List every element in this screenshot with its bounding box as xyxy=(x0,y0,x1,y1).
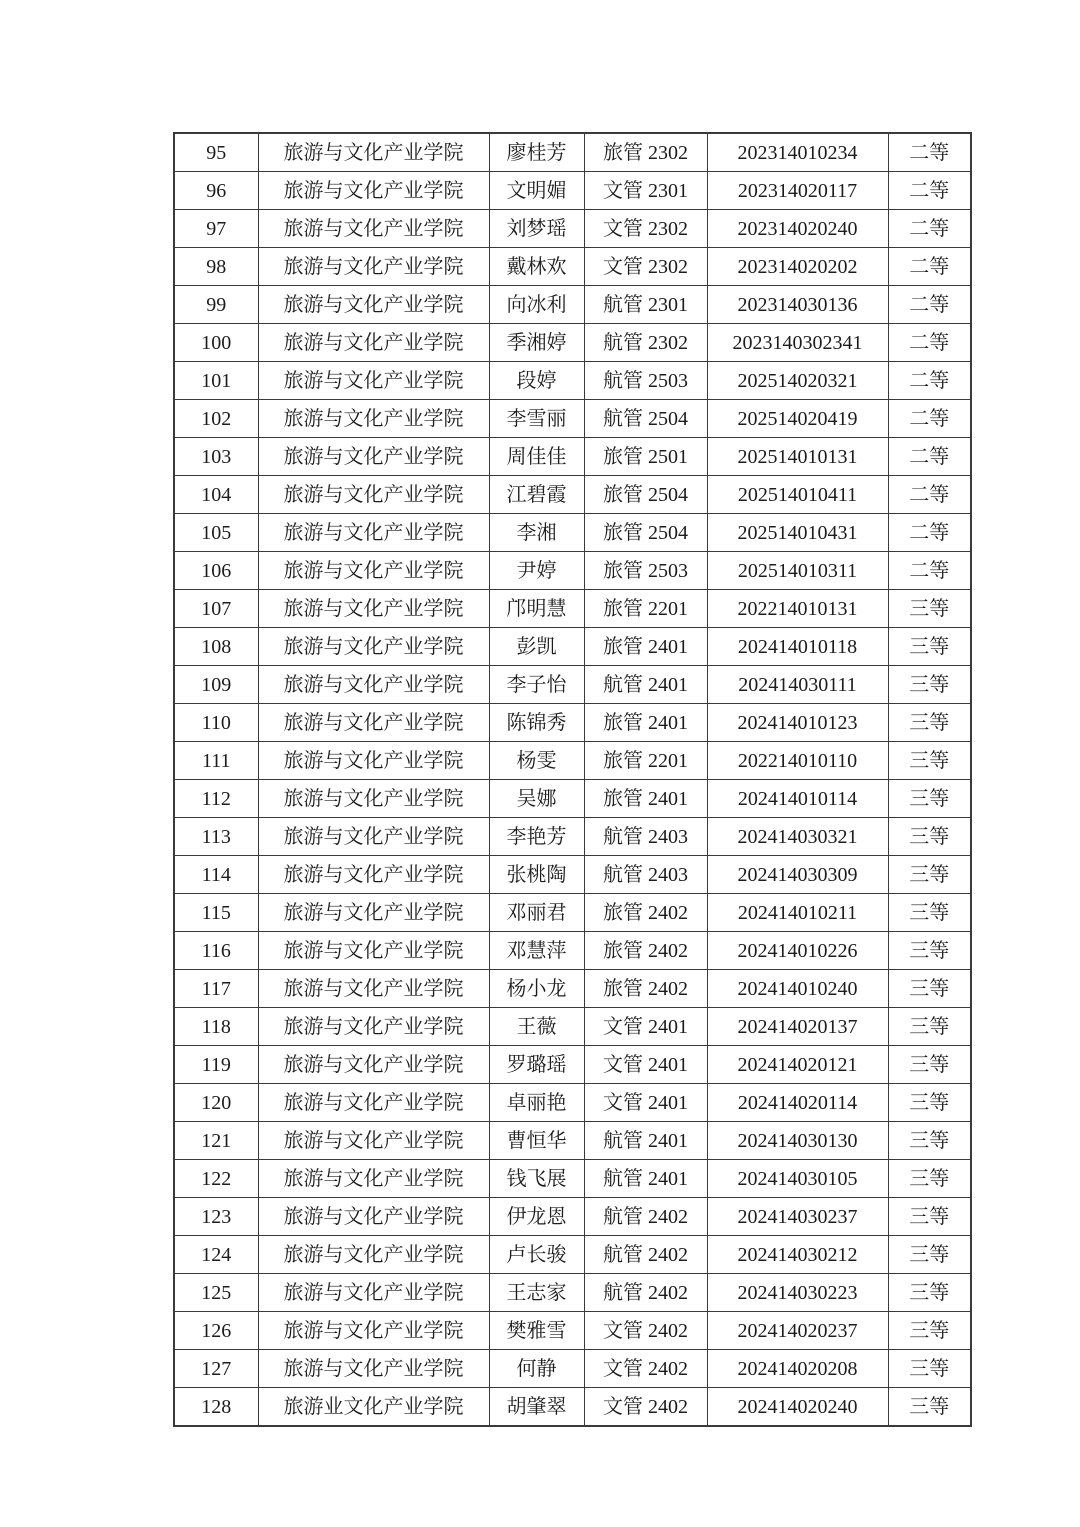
cell-name: 樊雅雪 xyxy=(489,1312,584,1350)
cell-class: 文管 2402 xyxy=(584,1388,707,1427)
table-row xyxy=(174,1350,971,1388)
cell-name: 邓慧萍 xyxy=(489,932,584,970)
cell-class: 旅管 2504 xyxy=(584,514,707,552)
cell-student-id: 202414010211 xyxy=(707,894,888,932)
cell-award: 二等 xyxy=(888,552,971,590)
cell-student-id: 202514020321 xyxy=(707,362,888,400)
cell-award: 二等 xyxy=(888,210,971,248)
cell-name: 周佳佳 xyxy=(489,438,584,476)
table-row xyxy=(174,970,971,1008)
cell-class: 航管 2301 xyxy=(584,286,707,324)
cell-index: 124 xyxy=(174,1236,258,1274)
cell-class: 旅管 2201 xyxy=(584,742,707,780)
table-row xyxy=(174,1236,971,1274)
cell-college: 旅游与文化产业学院 xyxy=(258,324,489,362)
cell-college: 旅游与文化产业学院 xyxy=(258,894,489,932)
cell-college: 旅游与文化产业学院 xyxy=(258,514,489,552)
cell-award: 三等 xyxy=(888,704,971,742)
cell-class: 文管 2402 xyxy=(584,1312,707,1350)
cell-class: 航管 2302 xyxy=(584,324,707,362)
cell-index: 106 xyxy=(174,552,258,590)
table-row xyxy=(174,324,971,362)
cell-college: 旅游与文化产业学院 xyxy=(258,1008,489,1046)
table-row xyxy=(174,856,971,894)
cell-award: 二等 xyxy=(888,400,971,438)
cell-index: 96 xyxy=(174,172,258,210)
cell-name: 廖桂芳 xyxy=(489,133,584,172)
cell-student-id: 202414030212 xyxy=(707,1236,888,1274)
cell-student-id: 202514010431 xyxy=(707,514,888,552)
cell-award: 二等 xyxy=(888,514,971,552)
cell-name: 伊龙恩 xyxy=(489,1198,584,1236)
table-row xyxy=(174,628,971,666)
cell-name: 邝明慧 xyxy=(489,590,584,628)
cell-class: 旅管 2402 xyxy=(584,970,707,1008)
cell-college: 旅游与文化产业学院 xyxy=(258,362,489,400)
cell-class: 文管 2401 xyxy=(584,1084,707,1122)
cell-index: 120 xyxy=(174,1084,258,1122)
cell-index: 118 xyxy=(174,1008,258,1046)
table-row xyxy=(174,210,971,248)
cell-student-id: 202414030223 xyxy=(707,1274,888,1312)
cell-student-id: 202514010411 xyxy=(707,476,888,514)
cell-class: 旅管 2402 xyxy=(584,932,707,970)
cell-student-id: 202414010114 xyxy=(707,780,888,818)
cell-index: 105 xyxy=(174,514,258,552)
cell-college: 旅游与文化产业学院 xyxy=(258,133,489,172)
cell-index: 108 xyxy=(174,628,258,666)
cell-name: 尹婷 xyxy=(489,552,584,590)
table-row xyxy=(174,1388,971,1427)
cell-index: 104 xyxy=(174,476,258,514)
cell-class: 旅管 2402 xyxy=(584,894,707,932)
cell-award: 二等 xyxy=(888,438,971,476)
cell-name: 李湘 xyxy=(489,514,584,552)
cell-student-id: 202414010118 xyxy=(707,628,888,666)
cell-index: 101 xyxy=(174,362,258,400)
cell-name: 吴娜 xyxy=(489,780,584,818)
cell-index: 110 xyxy=(174,704,258,742)
cell-student-id: 202214010131 xyxy=(707,590,888,628)
cell-index: 98 xyxy=(174,248,258,286)
table-row xyxy=(174,1046,971,1084)
cell-award: 三等 xyxy=(888,856,971,894)
cell-name: 戴林欢 xyxy=(489,248,584,286)
cell-index: 125 xyxy=(174,1274,258,1312)
cell-class: 航管 2401 xyxy=(584,1122,707,1160)
cell-college: 旅游与文化产业学院 xyxy=(258,590,489,628)
cell-award: 二等 xyxy=(888,172,971,210)
cell-college: 旅游与文化产业学院 xyxy=(258,970,489,1008)
cell-index: 97 xyxy=(174,210,258,248)
cell-college: 旅游与文化产业学院 xyxy=(258,1122,489,1160)
cell-name: 刘梦瑶 xyxy=(489,210,584,248)
cell-student-id: 202414020121 xyxy=(707,1046,888,1084)
cell-class: 旅管 2401 xyxy=(584,780,707,818)
table-row xyxy=(174,362,971,400)
cell-index: 117 xyxy=(174,970,258,1008)
cell-college: 旅游与文化产业学院 xyxy=(258,400,489,438)
table-row xyxy=(174,1312,971,1350)
cell-student-id: 202414030130 xyxy=(707,1122,888,1160)
cell-award: 三等 xyxy=(888,1274,971,1312)
cell-class: 航管 2401 xyxy=(584,1160,707,1198)
cell-award: 二等 xyxy=(888,286,971,324)
cell-student-id: 202414020114 xyxy=(707,1084,888,1122)
table-row xyxy=(174,552,971,590)
cell-index: 121 xyxy=(174,1122,258,1160)
cell-class: 文管 2301 xyxy=(584,172,707,210)
cell-student-id: 202314020202 xyxy=(707,248,888,286)
cell-college: 旅游与文化产业学院 xyxy=(258,286,489,324)
cell-name: 李子怡 xyxy=(489,666,584,704)
table-row xyxy=(174,1008,971,1046)
table-row xyxy=(174,1274,971,1312)
cell-award: 三等 xyxy=(888,780,971,818)
table-row xyxy=(174,1160,971,1198)
table-row xyxy=(174,438,971,476)
cell-award: 三等 xyxy=(888,1046,971,1084)
cell-index: 100 xyxy=(174,324,258,362)
cell-student-id: 202414030321 xyxy=(707,818,888,856)
cell-award: 三等 xyxy=(888,1388,971,1427)
cell-college: 旅游与文化产业学院 xyxy=(258,552,489,590)
cell-name: 杨雯 xyxy=(489,742,584,780)
cell-name: 季湘婷 xyxy=(489,324,584,362)
cell-student-id: 202514010131 xyxy=(707,438,888,476)
cell-name: 张桃陶 xyxy=(489,856,584,894)
table-row xyxy=(174,286,971,324)
cell-name: 李艳芳 xyxy=(489,818,584,856)
cell-college: 旅游与文化产业学院 xyxy=(258,780,489,818)
cell-class: 文管 2401 xyxy=(584,1008,707,1046)
cell-student-id: 202414010123 xyxy=(707,704,888,742)
cell-index: 111 xyxy=(174,742,258,780)
cell-student-id: 202414020240 xyxy=(707,1388,888,1427)
cell-class: 文管 2401 xyxy=(584,1046,707,1084)
cell-name: 邓丽君 xyxy=(489,894,584,932)
cell-award: 三等 xyxy=(888,1198,971,1236)
cell-name: 卓丽艳 xyxy=(489,1084,584,1122)
cell-college: 旅游与文化产业学院 xyxy=(258,1160,489,1198)
cell-award: 三等 xyxy=(888,1160,971,1198)
cell-class: 旅管 2201 xyxy=(584,590,707,628)
cell-name: 王志家 xyxy=(489,1274,584,1312)
cell-award: 三等 xyxy=(888,894,971,932)
cell-award: 二等 xyxy=(888,248,971,286)
cell-class: 航管 2402 xyxy=(584,1236,707,1274)
cell-award: 三等 xyxy=(888,1084,971,1122)
table-row xyxy=(174,818,971,856)
table-row xyxy=(174,780,971,818)
cell-student-id: 202514010311 xyxy=(707,552,888,590)
cell-award: 三等 xyxy=(888,1008,971,1046)
cell-student-id: 202314010234 xyxy=(707,133,888,172)
table-row xyxy=(174,476,971,514)
table-row xyxy=(174,932,971,970)
cell-index: 122 xyxy=(174,1160,258,1198)
cell-college: 旅游业文化产业学院 xyxy=(258,1388,489,1427)
cell-college: 旅游与文化产业学院 xyxy=(258,1236,489,1274)
table-row xyxy=(174,400,971,438)
cell-college: 旅游与文化产业学院 xyxy=(258,1274,489,1312)
cell-award: 三等 xyxy=(888,1122,971,1160)
cell-name: 胡肇翠 xyxy=(489,1388,584,1427)
cell-award: 二等 xyxy=(888,476,971,514)
cell-student-id: 202414030237 xyxy=(707,1198,888,1236)
cell-award: 三等 xyxy=(888,1350,971,1388)
cell-index: 99 xyxy=(174,286,258,324)
cell-student-id: 202314020117 xyxy=(707,172,888,210)
cell-award: 三等 xyxy=(888,590,971,628)
table-row xyxy=(174,514,971,552)
cell-index: 95 xyxy=(174,133,258,172)
cell-index: 103 xyxy=(174,438,258,476)
cell-class: 旅管 2501 xyxy=(584,438,707,476)
cell-class: 文管 2402 xyxy=(584,1350,707,1388)
cell-class: 航管 2503 xyxy=(584,362,707,400)
cell-student-id: 202414010226 xyxy=(707,932,888,970)
cell-college: 旅游与文化产业学院 xyxy=(258,628,489,666)
cell-student-id: 202414020137 xyxy=(707,1008,888,1046)
cell-index: 112 xyxy=(174,780,258,818)
cell-index: 115 xyxy=(174,894,258,932)
cell-college: 旅游与文化产业学院 xyxy=(258,1084,489,1122)
cell-college: 旅游与文化产业学院 xyxy=(258,666,489,704)
cell-name: 罗璐瑶 xyxy=(489,1046,584,1084)
table-row xyxy=(174,704,971,742)
cell-class: 旅管 2302 xyxy=(584,133,707,172)
cell-class: 旅管 2503 xyxy=(584,552,707,590)
cell-student-id: 202414030309 xyxy=(707,856,888,894)
cell-award: 三等 xyxy=(888,970,971,1008)
cell-index: 114 xyxy=(174,856,258,894)
table-row xyxy=(174,1122,971,1160)
cell-college: 旅游与文化产业学院 xyxy=(258,818,489,856)
cell-index: 102 xyxy=(174,400,258,438)
cell-class: 旅管 2401 xyxy=(584,628,707,666)
cell-name: 段婷 xyxy=(489,362,584,400)
table-row xyxy=(174,666,971,704)
cell-class: 航管 2403 xyxy=(584,856,707,894)
cell-college: 旅游与文化产业学院 xyxy=(258,476,489,514)
cell-name: 江碧霞 xyxy=(489,476,584,514)
cell-class: 文管 2302 xyxy=(584,210,707,248)
cell-award: 三等 xyxy=(888,1312,971,1350)
table-row xyxy=(174,172,971,210)
cell-student-id: 202314030136 xyxy=(707,286,888,324)
cell-name: 卢长骏 xyxy=(489,1236,584,1274)
cell-award: 三等 xyxy=(888,666,971,704)
cell-name: 何静 xyxy=(489,1350,584,1388)
cell-college: 旅游与文化产业学院 xyxy=(258,438,489,476)
cell-index: 107 xyxy=(174,590,258,628)
cell-index: 116 xyxy=(174,932,258,970)
cell-name: 文明媚 xyxy=(489,172,584,210)
cell-name: 杨小龙 xyxy=(489,970,584,1008)
cell-student-id: 202414010240 xyxy=(707,970,888,1008)
cell-index: 128 xyxy=(174,1388,258,1427)
table-row xyxy=(174,590,971,628)
cell-award: 三等 xyxy=(888,1236,971,1274)
cell-award: 三等 xyxy=(888,932,971,970)
cell-index: 123 xyxy=(174,1198,258,1236)
table-row xyxy=(174,248,971,286)
cell-index: 126 xyxy=(174,1312,258,1350)
cell-student-id: 202514020419 xyxy=(707,400,888,438)
cell-class: 文管 2302 xyxy=(584,248,707,286)
cell-award: 二等 xyxy=(888,324,971,362)
table-row xyxy=(174,1084,971,1122)
cell-award: 三等 xyxy=(888,818,971,856)
cell-college: 旅游与文化产业学院 xyxy=(258,1350,489,1388)
cell-college: 旅游与文化产业学院 xyxy=(258,172,489,210)
table-row xyxy=(174,894,971,932)
cell-class: 航管 2403 xyxy=(584,818,707,856)
cell-award: 二等 xyxy=(888,133,971,172)
cell-name: 李雪丽 xyxy=(489,400,584,438)
cell-award: 三等 xyxy=(888,628,971,666)
cell-college: 旅游与文化产业学院 xyxy=(258,248,489,286)
cell-college: 旅游与文化产业学院 xyxy=(258,856,489,894)
cell-student-id: 202414030105 xyxy=(707,1160,888,1198)
table-row xyxy=(174,742,971,780)
cell-index: 127 xyxy=(174,1350,258,1388)
cell-class: 航管 2402 xyxy=(584,1198,707,1236)
cell-name: 向冰利 xyxy=(489,286,584,324)
cell-name: 钱飞展 xyxy=(489,1160,584,1198)
table-row xyxy=(174,133,971,172)
cell-class: 旅管 2401 xyxy=(584,704,707,742)
cell-class: 航管 2401 xyxy=(584,666,707,704)
cell-name: 王薇 xyxy=(489,1008,584,1046)
table-row xyxy=(174,1198,971,1236)
cell-college: 旅游与文化产业学院 xyxy=(258,210,489,248)
cell-student-id: 202414030111 xyxy=(707,666,888,704)
cell-college: 旅游与文化产业学院 xyxy=(258,1198,489,1236)
cell-college: 旅游与文化产业学院 xyxy=(258,1046,489,1084)
cell-student-id: 202214010110 xyxy=(707,742,888,780)
cell-class: 航管 2402 xyxy=(584,1274,707,1312)
cell-index: 119 xyxy=(174,1046,258,1084)
cell-college: 旅游与文化产业学院 xyxy=(258,704,489,742)
cell-name: 曹恒华 xyxy=(489,1122,584,1160)
cell-class: 旅管 2504 xyxy=(584,476,707,514)
award-list-table xyxy=(173,132,972,1427)
cell-college: 旅游与文化产业学院 xyxy=(258,742,489,780)
cell-student-id: 202414020208 xyxy=(707,1350,888,1388)
cell-college: 旅游与文化产业学院 xyxy=(258,932,489,970)
cell-name: 彭凯 xyxy=(489,628,584,666)
cell-college: 旅游与文化产业学院 xyxy=(258,1312,489,1350)
cell-name: 陈锦秀 xyxy=(489,704,584,742)
award-table-body xyxy=(174,133,971,1426)
cell-class: 航管 2504 xyxy=(584,400,707,438)
cell-index: 113 xyxy=(174,818,258,856)
cell-student-id: 2023140302341 xyxy=(707,324,888,362)
cell-award: 三等 xyxy=(888,742,971,780)
cell-award: 二等 xyxy=(888,362,971,400)
cell-student-id: 202314020240 xyxy=(707,210,888,248)
cell-index: 109 xyxy=(174,666,258,704)
cell-student-id: 202414020237 xyxy=(707,1312,888,1350)
